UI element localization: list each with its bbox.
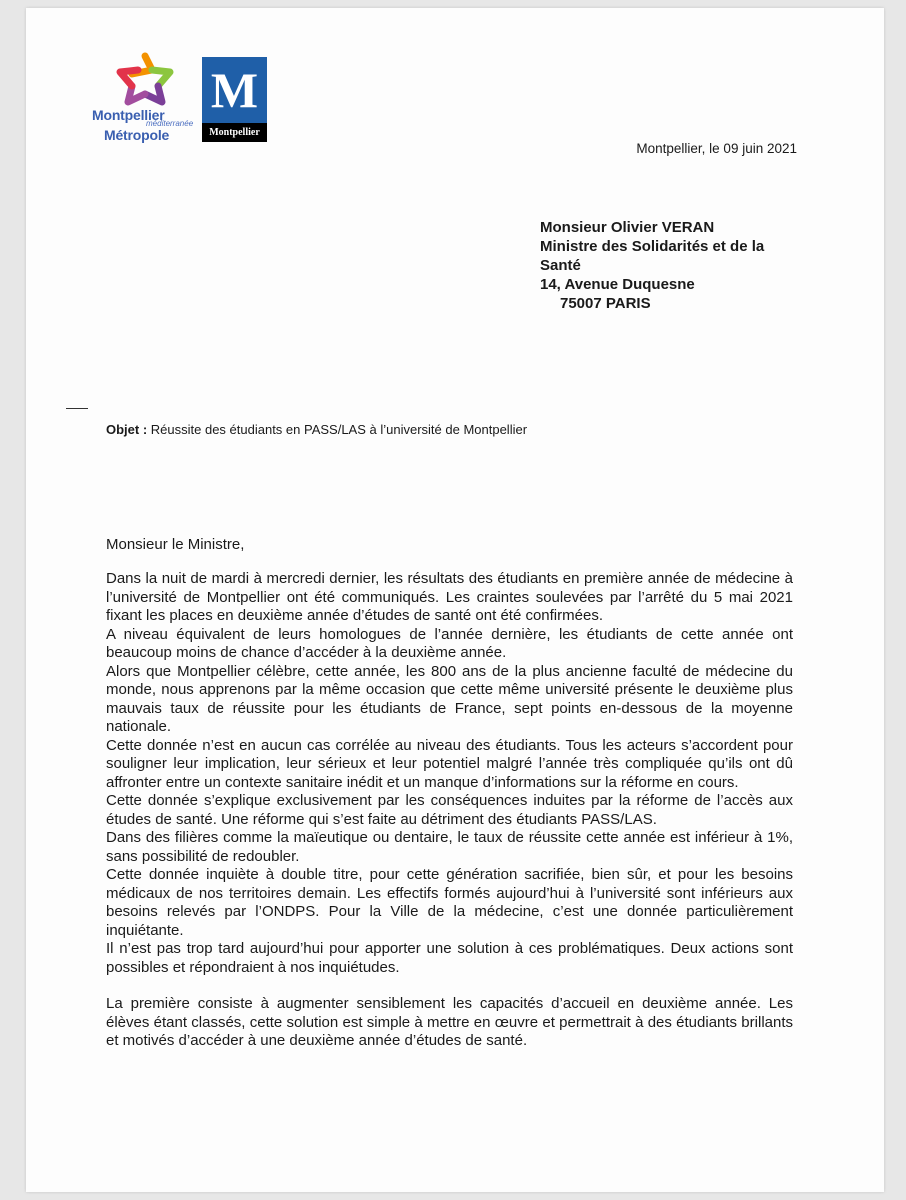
metropole-logo-line3: Métropole <box>104 127 170 143</box>
subject-text: Réussite des étudiants en PASS/LAS à l’université de Montpellier <box>147 422 528 437</box>
recipient-name: Monsieur Olivier VERAN <box>540 219 715 236</box>
metropole-logo-line2: méditerranée <box>146 119 194 128</box>
metropole-logo-line1: Montpellier <box>92 107 165 123</box>
body-paragraph-7: Cette donnée inquiète à double titre, pour cette génération sacrifiée, bien sûr, et pour les besoins médicaux de nos territoires demain. Les effectifs formés aujourd’hui à l’université sont inférieurs aux besoins relevés par l’ONDPS. Pour la Ville de la médecine, c’est une donnée particulièrement inquiétante. <box>106 866 793 939</box>
letter-date: Montpellier, le 09 juin 2021 <box>636 141 797 156</box>
recipient-title-line1: Ministre des Solidarités et de la <box>540 238 765 255</box>
body-paragraph-9: La première consiste à augmenter sensiblement les capacités d’accueil en deuxième année. Les élèves étant classés, cette solution est simple à mettre en œuvre et permettrait à des étudiants brillants et motivés d’accéder à une deuxième année d’études de santé. <box>106 995 793 1049</box>
salutation: Monsieur le Ministre, <box>106 536 245 553</box>
body-paragraph-2: A niveau équivalent de leurs homologues de l’année dernière, les étudiants de cette année ont beaucoup moins de chance d’accéder à la deuxième année. <box>106 625 793 661</box>
ville-logo-name: Montpellier <box>202 123 267 142</box>
recipient-address <box>540 218 764 313</box>
body-paragraph-8: Il n’est pas trop tard aujourd’hui pour apporter une solution à ces problématiques. Deux actions sont possibles et répondraient à nos inquiétudes. <box>106 940 793 976</box>
subject-label: Objet : <box>106 422 148 437</box>
letter-page <box>26 8 884 1192</box>
body-paragraph-3: Alors que Montpellier célèbre, cette année, les 800 ans de la plus ancienne faculté de médecine du monde, nous apprenons par la même occasion que cette même université présente le deuxième plus mauvais taux de réussite pour les étudiants de France, sept points en-dessous de la moyenne nationale. <box>106 662 793 735</box>
letter-body <box>106 570 793 1051</box>
body-paragraph-1: Dans la nuit de mardi à mercredi dernier, les résultats des étudiants en première année de médecine à l’université de Montpellier ont été communiqués. Les craintes soulevées par l’arrêté du 5 mai 2021 fixant les places en deuxième année d’études de santé ont été confirmées. <box>106 570 793 624</box>
recipient-title-line2: Santé <box>540 257 581 274</box>
fold-mark <box>66 408 88 409</box>
subject-line <box>106 422 527 437</box>
body-paragraph-6: Dans des filières comme la maïeutique ou dentaire, le taux de réussite cette année est inférieur à 1%, sans possibilité de redoubler. <box>106 829 793 865</box>
recipient-street: 14, Avenue Duquesne <box>540 276 695 293</box>
ville-montpellier-logo <box>202 57 267 142</box>
body-paragraph-4: Cette donnée n’est en aucun cas corrélée au niveau des étudiants. Tous les acteurs s’accordent pour souligner leur implication, leur sérieux et leur potentiel malgré l’année très compliquée qu’ils ont dû affronter entre un contexte sanitaire inédit et un manque d’informations sur la réforme en cours. <box>106 736 793 791</box>
recipient-city: 75007 PARIS <box>560 295 651 312</box>
ville-logo-letter: M <box>210 62 259 118</box>
body-paragraph-5: Cette donnée s’explique exclusivement par les conséquences induites par la réforme de l’accès aux études de santé. Une réforme qui s’est faite au détriment des étudiants PASS/LAS. <box>106 792 793 828</box>
star-logo-icon <box>112 50 178 108</box>
